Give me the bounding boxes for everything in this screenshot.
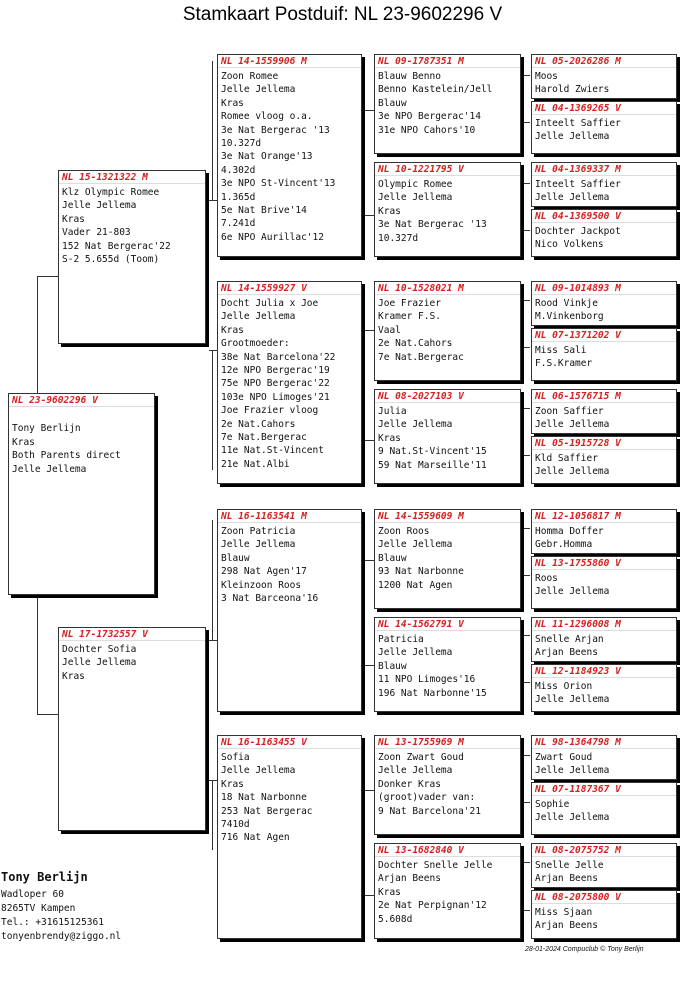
connector (212, 350, 213, 470)
pigeon-info-line: Kld Saffier (535, 453, 598, 464)
pigeon-info-line: Jelle Jellema (62, 657, 137, 669)
ring-number: NL 14-1562791 V (375, 618, 520, 631)
ring-number: NL 14-1559906 M (218, 55, 361, 68)
pigeon-card-g4-4[interactable] (531, 209, 677, 257)
pigeon-card-g4-11[interactable] (531, 617, 677, 662)
connector (520, 230, 530, 231)
pigeon-info-line: 3e NPO St-Vincent'13 (221, 178, 336, 190)
ring-number: NL 12-1184923 V (532, 665, 676, 678)
connector (362, 560, 374, 561)
pigeon-info-line: 152 Nat Bergerac'22 (62, 240, 171, 252)
pigeon-info-line: 59 Nat Marseille'11 (378, 459, 487, 471)
pigeon-info-line: Blauw (378, 660, 407, 672)
connector (37, 276, 38, 394)
pigeon-info-line: Klz Olympic Romee (62, 187, 160, 198)
pigeon-info-line: Kras (378, 205, 401, 217)
connector (209, 350, 217, 351)
pigeon-info-line: 2e Nat.Cahors (221, 418, 296, 430)
owner-phone: Tel.: +31615125361 (1, 917, 104, 928)
pigeon-info-line: M.Vinkenborg (535, 311, 604, 323)
pigeon-info-line: 1200 Nat Agen (378, 579, 453, 591)
pigeon-card-g4-1[interactable] (531, 54, 677, 99)
pigeon-info-line: Miss Orion (535, 681, 593, 692)
pigeon-info-line: Jelle Jellema (221, 539, 296, 551)
connector (209, 780, 217, 781)
pigeon-info-line: 196 Nat Narbonne'15 (378, 687, 487, 699)
owner-street: Wadloper 60 (1, 889, 64, 900)
pigeon-info-line: Zoon Roos (378, 526, 430, 537)
pigeon-info-line: Snelle Arjan (535, 634, 604, 645)
pigeon-card-g4-7[interactable] (531, 389, 677, 434)
pigeon-info-line: Kramer F.S. (378, 311, 441, 323)
pigeon-info-line: Miss Sjaan (535, 907, 593, 918)
pigeon-info-line: S-2 5.655d (Toom) (62, 254, 160, 266)
pigeon-info-line: Inteelt Saffier (535, 118, 621, 129)
connector (520, 122, 530, 123)
ring-number: NL 08-2075800 V (532, 891, 676, 904)
connector (362, 215, 374, 216)
pigeon-info-line: Jelle Jellema (378, 192, 453, 204)
pigeon-info-line: Rood Vinkje (535, 298, 598, 309)
pigeon-info-line: Kras (378, 886, 401, 898)
connector (37, 276, 59, 277)
pigeon-info-line: Sofia (221, 752, 250, 763)
pigeon-card-g4-16[interactable] (531, 890, 677, 939)
pigeon-info-line: 253 Nat Bergerac (221, 805, 313, 817)
pigeon-info-line: 9 Nat.St-Vincent'15 (378, 446, 487, 458)
pigeon-info-line: Donker Kras (378, 778, 441, 790)
connector (362, 790, 374, 791)
ring-number: NL 08-2075752 M (532, 844, 676, 857)
connector (362, 330, 374, 331)
pigeon-card-g4-12[interactable] (531, 664, 677, 712)
pigeon-info-line: Docht Julia x Joe (221, 298, 319, 309)
pigeon-info-line: 11 NPO Limoges'16 (378, 674, 476, 686)
pigeon-info-line: Kras (221, 324, 244, 336)
ring-number: NL 12-1056817 M (532, 510, 676, 523)
pigeon-info-line: Arjan Beens (535, 920, 598, 932)
connector (37, 714, 59, 715)
ring-number: NL 14-1559927 V (218, 282, 361, 295)
pigeon-info-line: Jelle Jellema (535, 586, 610, 598)
ring-number: NL 10-1528021 M (375, 282, 520, 295)
pigeon-info-line: Kras (378, 432, 401, 444)
pigeon-card-g4-3[interactable] (531, 162, 677, 207)
connector (520, 300, 530, 301)
owner-email: tonyenbrendy@ziggo.nl (1, 931, 122, 942)
pigeon-info-line: Kras (62, 670, 85, 682)
pigeon-info-line: 4.302d (221, 164, 256, 176)
pigeon-info-line: Grootmoeder: (221, 338, 290, 350)
ring-number: NL 07-1187367 V (532, 783, 676, 796)
pigeon-info-line: Sophie (535, 799, 570, 810)
pigeon-info-line: 12e NPO Bergerac'19 (221, 365, 330, 377)
pigeon-info-line: 10.327d (221, 138, 262, 150)
pigeon-card-ffm[interactable] (374, 162, 521, 257)
pigeon-info-line: Jelle Jellema (535, 419, 610, 431)
connector (520, 75, 530, 76)
pigeon-info-line: Roos (535, 573, 558, 584)
pigeon-info-line: Jelle Jellema (12, 463, 87, 475)
pigeon-card-g4-9[interactable] (531, 509, 677, 554)
pigeon-info-line: Zoon Patricia (221, 526, 296, 537)
pigeon-info-line: Vaal (378, 324, 401, 336)
ring-number: NL 07-1371202 V (532, 329, 676, 342)
connector (520, 455, 530, 456)
pigeon-info-line: Kras (221, 778, 244, 790)
connector (520, 575, 530, 576)
pigeon-info-line: F.S.Kramer (535, 358, 593, 370)
pigeon-info-line (9, 407, 154, 422)
connector (520, 635, 530, 636)
ring-number: NL 09-1787351 M (375, 55, 520, 68)
pigeon-info-line: Jelle Jellema (535, 131, 610, 143)
pigeon-info-line: 2e Nat.Cahors (378, 338, 453, 350)
pigeon-info-line: 3e Nat Bergerac '13 (378, 219, 487, 231)
pigeon-card-g4-10[interactable] (531, 556, 677, 609)
pigeon-card-mm[interactable] (217, 735, 362, 939)
pigeon-info-line: 3 Nat Barceona'16 (221, 593, 319, 605)
pigeon-info-line: 75e NPO Bergerac'22 (221, 378, 330, 390)
pigeon-card-g4-13[interactable] (531, 735, 677, 780)
pigeon-info-line: Dochter Snelle Jelle (378, 860, 493, 871)
pigeon-info-line: Zoon Zwart Goud (378, 752, 464, 763)
connector (37, 594, 38, 714)
pigeon-info-line: Kras (12, 436, 35, 448)
owner-city: 8265TV Kampen (1, 903, 76, 914)
pigeon-info-line: Julia (378, 406, 407, 417)
pigeon-info-line: 3e Nat Orange'13 (221, 151, 313, 163)
pigeon-info-line: Kras (221, 97, 244, 109)
owner-name: Tony Berlijn (1, 870, 88, 884)
pigeon-info-line: Inteelt Saffier (535, 179, 621, 190)
pigeon-card-mf[interactable] (217, 509, 362, 712)
pigeon-card-g4-2[interactable] (531, 101, 677, 154)
pigeon-info-line: Jelle Jellema (535, 192, 610, 204)
pigeon-info-line: Tony Berlijn (12, 423, 81, 435)
ring-number: NL 04-1369265 V (532, 102, 676, 115)
pigeon-info-line: 9 Nat Barcelona'21 (378, 805, 481, 817)
pigeon-info-line: Joe Frazier (378, 298, 441, 309)
pigeon-card-g4-15[interactable] (531, 843, 677, 888)
pigeon-info-line: Arjan Beens (535, 873, 598, 885)
pigeon-info-line: 10.327d (378, 232, 419, 244)
pigeon-info-line: Olympic Romee (378, 179, 453, 190)
pigeon-info-line: 103e NPO Limoges'21 (221, 391, 330, 403)
pigeon-info-line: Moos (535, 71, 558, 82)
pigeon-info-line: 3e NPO Bergerac'14 (378, 111, 481, 123)
pigeon-info-line: Kleinzoon Roos (221, 579, 302, 591)
pigeon-info-line: Jelle Jellema (535, 466, 610, 478)
page-title: Stamkaart Postduif: NL 23-9602296 V (182, 4, 503, 25)
pigeon-info-line: 1.365d (221, 191, 256, 203)
connector (362, 440, 374, 441)
pigeon-info-line: 31e NPO Cahors'10 (378, 124, 476, 136)
connector (362, 110, 374, 111)
footer-credit: 28-01-2024 Compuclub © Tony Berlijn (525, 946, 644, 953)
pigeon-info-line: Kras (62, 213, 85, 225)
pigeon-card-subject[interactable] (8, 393, 155, 595)
pigeon-info-line: Blauw (378, 552, 407, 564)
pigeon-card-g4-5[interactable] (531, 281, 677, 326)
connector (520, 862, 530, 863)
connector (520, 910, 530, 911)
connector (209, 200, 217, 201)
connector (520, 528, 530, 529)
pigeon-info-line: (groot)vader van: (378, 792, 476, 804)
pigeon-info-line: Nico Volkens (535, 239, 604, 251)
pigeon-card-fm[interactable] (217, 281, 362, 484)
pigeon-info-line: Blauw (221, 552, 250, 564)
pigeon-info-line: Benno Kastelein/Jell (378, 84, 493, 96)
connector (362, 665, 374, 666)
ring-number: NL 06-1576715 M (532, 390, 676, 403)
pigeon-info-line: Dochter Jackpot (535, 226, 621, 237)
ring-number: NL 09-1014893 M (532, 282, 676, 295)
pigeon-info-line: 6e NPO Aurillac'12 (221, 231, 324, 243)
pigeon-info-line: Arjan Beens (378, 873, 441, 885)
pigeon-info-line: Blauw Benno (378, 71, 441, 82)
connector (212, 780, 213, 850)
pigeon-info-line: Dochter Sofia (62, 644, 137, 655)
pigeon-info-line: Zwart Goud (535, 752, 593, 763)
connector (520, 802, 530, 803)
pigeon-card-g4-6[interactable] (531, 328, 677, 381)
ring-number: NL 05-2026286 M (532, 55, 676, 68)
pigeon-info-line: Jelle Jellema (221, 84, 296, 96)
pigeon-info-line: Zoon Romee (221, 71, 279, 82)
ring-number: NL 11-1296008 M (532, 618, 676, 631)
pigeon-info-line: 7e Nat.Bergerac (221, 432, 307, 444)
connector (520, 755, 530, 756)
ring-number: NL 16-1163455 V (218, 736, 361, 749)
ring-number: NL 13-1755969 M (375, 736, 520, 749)
pigeon-info-line: 11e Nat.St-Vincent (221, 445, 324, 457)
pigeon-info-line: Patricia (378, 634, 424, 645)
pigeon-info-line: 3e Nat Bergerac '13 (221, 124, 330, 136)
pigeon-card-fmm[interactable] (374, 389, 521, 484)
ring-number: NL 04-1369500 V (532, 210, 676, 223)
connector (362, 895, 374, 896)
pigeon-info-line: Gebr.Homma (535, 539, 593, 551)
ring-number: NL 14-1559609 M (375, 510, 520, 523)
pigeon-card-mff[interactable] (374, 509, 521, 609)
pigeon-info-line: 7410d (221, 819, 250, 831)
pigeon-card-mother[interactable] (58, 627, 206, 831)
ring-number: NL 16-1163541 M (218, 510, 361, 523)
pigeon-info-line: Joe Frazier vloog (221, 405, 319, 417)
pigeon-info-line: Jelle Jellema (535, 694, 610, 706)
pigeon-info-line: 21e Nat.Albi (221, 458, 290, 470)
connector (520, 408, 530, 409)
connector (520, 682, 530, 683)
pigeon-info-line: Arjan Beens (535, 647, 598, 659)
pigeon-info-line: Both Parents direct (12, 450, 121, 462)
pigeon-info-line: Jelle Jellema (221, 311, 296, 323)
pigeon-card-g4-8[interactable] (531, 436, 677, 484)
pigeon-info-line: Blauw (378, 97, 407, 109)
pigeon-info-line: Zoon Saffier (535, 406, 604, 417)
pigeon-info-line: 298 Nat Agen'17 (221, 566, 307, 578)
pigeon-info-line: Jelle Jellema (62, 200, 137, 212)
ring-number: NL 17-1732557 V (59, 628, 205, 641)
ring-number: NL 98-1364798 M (532, 736, 676, 749)
ring-number: NL 23-9602296 V (9, 394, 154, 407)
pigeon-info-line: 5.608d (378, 913, 413, 925)
pigeon-info-line: 5e Nat Brive'14 (221, 205, 307, 217)
ring-number: NL 08-2027103 V (375, 390, 520, 403)
pigeon-info-line: Homma Doffer (535, 526, 604, 537)
ring-number: NL 04-1369337 M (532, 163, 676, 176)
pigeon-info-line: 716 Nat Agen (221, 832, 290, 844)
pigeon-info-line: Jelle Jellema (535, 765, 610, 777)
ring-number: NL 13-1755860 V (532, 557, 676, 570)
pigeon-info-line: Jelle Jellema (378, 765, 453, 777)
pigeon-info-line: 2e Nat Perpignan'12 (378, 900, 487, 912)
pigeon-info-line: Snelle Jelle (535, 860, 604, 871)
pigeon-info-line: 7.241d (221, 218, 256, 230)
pigeon-info-line: Jelle Jellema (378, 647, 453, 659)
pigeon-info-line: Jelle Jellema (378, 539, 453, 551)
pigeon-info-line: 18 Nat Narbonne (221, 792, 307, 804)
ring-number: NL 10-1221795 V (375, 163, 520, 176)
connector (212, 520, 213, 640)
connector (520, 183, 530, 184)
pigeon-info-line: 93 Nat Narbonne (378, 566, 464, 578)
pigeon-info-line: Harold Zwiers (535, 84, 610, 96)
pigeon-info-line: Jelle Jellema (535, 812, 610, 824)
pigeon-info-line: Miss Sali (535, 345, 587, 356)
pigeon-card-fff[interactable] (374, 54, 521, 154)
ring-number: NL 15-1321322 M (59, 171, 205, 184)
pigeon-card-mfm[interactable] (374, 617, 521, 712)
pigeon-info-line: Vader 21-803 (62, 227, 131, 239)
pigeon-card-father[interactable] (58, 170, 206, 344)
pigeon-info-line: 7e Nat.Bergerac (378, 351, 464, 363)
pigeon-info-line: 38e Nat Barcelona'22 (221, 351, 336, 363)
ring-number: NL 05-1915728 V (532, 437, 676, 450)
pigeon-card-mmf[interactable] (374, 735, 521, 835)
pigeon-info-line: Jelle Jellema (221, 765, 296, 777)
pigeon-card-ff[interactable] (217, 54, 362, 257)
pigeon-card-g4-14[interactable] (531, 782, 677, 835)
pigeon-card-fmf[interactable] (374, 281, 521, 381)
ring-number: NL 13-1682840 V (375, 844, 520, 857)
pigeon-info-line: Romee vloog o.a. (221, 111, 313, 123)
pigeon-card-mmm[interactable] (374, 843, 521, 939)
connector (520, 347, 530, 348)
connector (212, 61, 213, 200)
connector (209, 640, 217, 641)
pigeon-info-line: Jelle Jellema (378, 419, 453, 431)
